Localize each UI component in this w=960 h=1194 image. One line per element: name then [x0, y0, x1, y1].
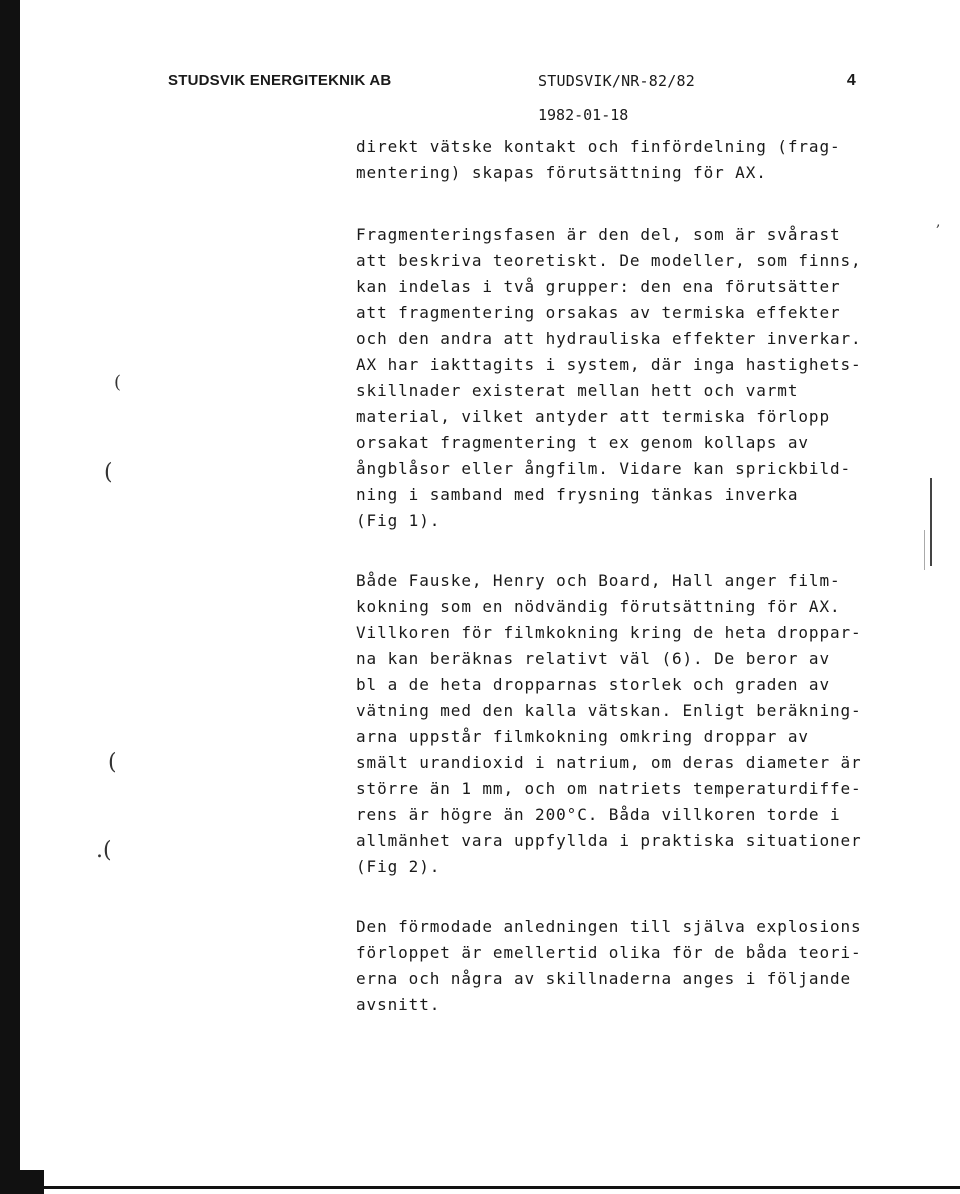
text-line: vätning med den kalla vätskan. Enligt beräkning- — [356, 701, 862, 720]
margin-rule-right-faint — [924, 530, 925, 570]
text-line: smält urandioxid i natrium, om deras diameter är — [356, 753, 862, 772]
scan-edge-bottom — [20, 1186, 960, 1189]
text-line: Villkoren för filmkokning kring de heta droppar- — [356, 623, 862, 642]
report-id: STUDSVIK/NR-82/82 — [538, 72, 695, 90]
margin-mark: ( — [104, 460, 113, 485]
text-line: (Fig 1). — [356, 511, 441, 530]
text-line: avsnitt. — [356, 995, 441, 1014]
text-line: Både Fauske, Henry och Board, Hall anger film- — [356, 571, 841, 590]
text-line: större än 1 mm, och om natriets temperaturdiffe- — [356, 779, 862, 798]
text-line: kan indelas i två grupper: den ena förutsätter — [356, 277, 841, 296]
margin-mark: ( — [108, 750, 117, 775]
margin-mark: .( — [96, 838, 112, 863]
text-line: förloppet är emellertid olika för de båda teori- — [356, 943, 862, 962]
scan-edge-left — [0, 0, 20, 1194]
text-line: att fragmentering orsakas av termiska effekter — [356, 303, 841, 322]
text-line: AX har iakttagits i system, där inga hastighets- — [356, 355, 862, 374]
text-line: mentering) skapas förutsättning för AX. — [356, 163, 767, 182]
body-text — [356, 134, 862, 1018]
text-line: ning i samband med frysning tänkas inverka — [356, 485, 799, 504]
text-line: rens är högre än 200°C. Båda villkoren torde i — [356, 805, 841, 824]
paragraph — [356, 222, 862, 534]
text-line: allmänhet vara uppfyllda i praktiska situationer — [356, 831, 862, 850]
margin-mark: , — [936, 214, 941, 230]
text-line: arna uppstår filmkokning omkring droppar av — [356, 727, 809, 746]
text-line: att beskriva teoretiskt. De modeller, som finns, — [356, 251, 862, 270]
text-line: na kan beräknas relativt väl (6). De beror av — [356, 649, 830, 668]
company-name: STUDSVIK ENERGITEKNIK AB — [168, 72, 392, 89]
scan-edge-corner — [20, 1170, 44, 1194]
paragraph — [356, 914, 862, 1018]
text-line: orsakat fragmentering t ex genom kollaps av — [356, 433, 809, 452]
paragraph — [356, 134, 856, 186]
paragraph — [356, 568, 862, 880]
text-line: (Fig 2). — [356, 857, 441, 876]
text-line: bl a de heta dropparnas storlek och graden av — [356, 675, 830, 694]
text-line: ångblåsor eller ångfilm. Vidare kan sprickbild- — [356, 459, 852, 478]
margin-mark: ( — [114, 372, 122, 393]
text-line: skillnader existerat mellan hett och varmt — [356, 381, 799, 400]
text-line: Den förmodade anledningen till själva explosions — [356, 917, 862, 936]
page-header — [168, 72, 858, 96]
report-date: 1982-01-18 — [538, 106, 629, 124]
text-line: kokning som en nödvändig förutsättning för AX. — [356, 597, 841, 616]
margin-rule-right — [930, 478, 932, 566]
text-line: direkt vätske kontakt och finfördelning (frag- — [356, 137, 841, 156]
text-line: Fragmenteringsfasen är den del, som är svårast — [356, 225, 841, 244]
text-line: och den andra att hydrauliska effekter inverkar. — [356, 329, 862, 348]
text-line: material, vilket antyder att termiska förlopp — [356, 407, 830, 426]
page-number: 4 — [846, 72, 856, 89]
text-line: erna och några av skillnaderna anges i följande — [356, 969, 852, 988]
